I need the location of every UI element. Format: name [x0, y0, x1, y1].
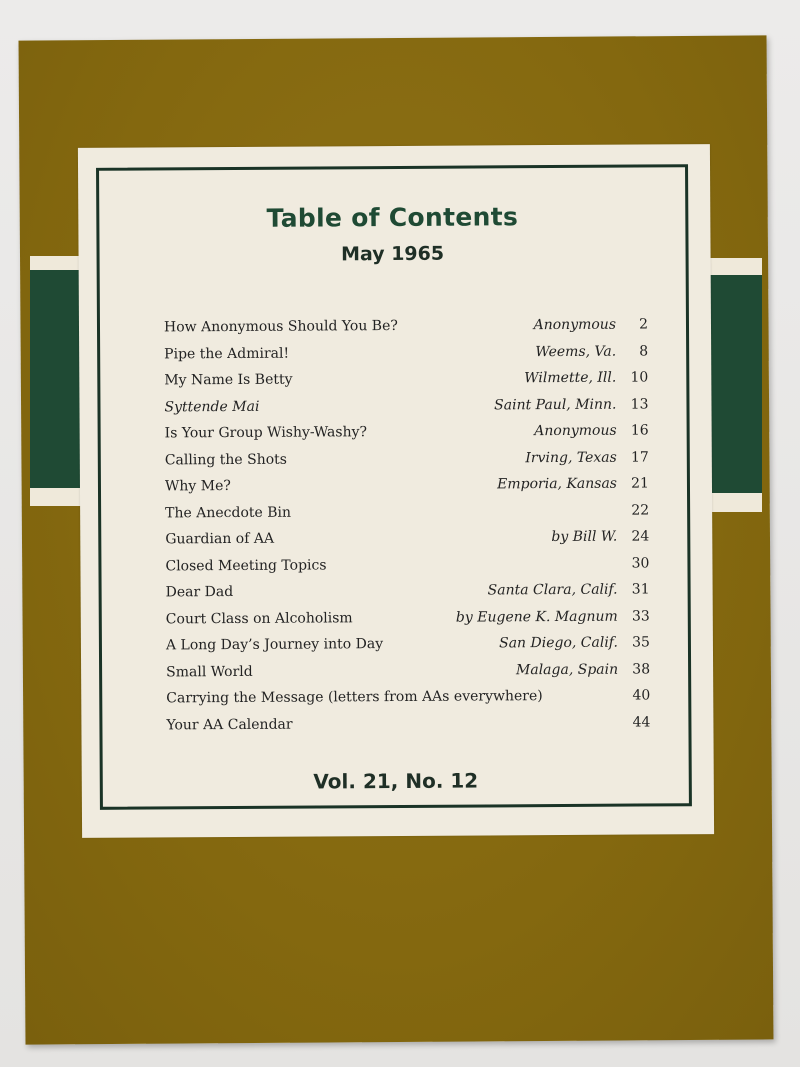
toc-entry — [166, 711, 650, 740]
entry-page: 10 — [630, 369, 649, 386]
entry-title: Syttende Mai — [164, 398, 260, 415]
entry-author: Anonymous — [534, 422, 617, 440]
entry-title: Pipe the Admiral! — [164, 345, 290, 362]
entry-author: Santa Clara, Calif. — [487, 581, 618, 599]
entry-title: Why Me? — [164, 478, 231, 495]
entry-title: Dear Dad — [165, 583, 234, 601]
toc-entry — [164, 393, 648, 422]
entry-author: Weems, Va. — [535, 343, 617, 360]
entry-page: 38 — [632, 660, 651, 678]
entry-page: 40 — [632, 687, 651, 704]
entry-author: Wilmette, Ill. — [524, 369, 617, 387]
entry-page: 44 — [632, 713, 651, 731]
entry-page: 22 — [631, 501, 650, 519]
contents-card — [78, 144, 714, 838]
entry-author: Irving, Texas — [525, 449, 617, 466]
entry-title: A Long Day’s Journey into Day — [165, 636, 384, 654]
contents-frame — [96, 164, 692, 810]
entry-page: 2 — [639, 316, 649, 333]
entry-title: Carrying the Message (letters from AAs everywhere) — [166, 688, 543, 707]
entry-author: San Diego, Calif. — [499, 634, 618, 652]
entry-page: 13 — [630, 395, 649, 413]
toc-entry — [166, 578, 650, 607]
entry-author: Anonymous — [533, 316, 617, 334]
entry-page: 24 — [631, 528, 650, 545]
entry-page: 35 — [632, 634, 650, 651]
toc-entry — [164, 366, 648, 395]
entry-title: Calling the Shots — [164, 451, 288, 468]
entry-page: 31 — [631, 581, 650, 598]
toc-entry — [165, 446, 649, 475]
entry-author: Malaga, Spain — [515, 661, 619, 678]
entry-title: Guardian of AA — [165, 530, 275, 548]
issue-date: May 1965 — [340, 242, 445, 266]
entry-page: 21 — [631, 475, 650, 492]
toc-entry — [165, 499, 649, 528]
toc-entries — [164, 313, 651, 740]
volume-number: Vol. 21, No. 12 — [313, 768, 479, 794]
toc-entry — [166, 631, 650, 660]
toc-title: Table of Contents — [266, 202, 519, 233]
entry-page: 8 — [639, 342, 649, 360]
entry-title: My Name Is Betty — [164, 371, 293, 389]
toc-entry — [164, 313, 648, 342]
toc-entry — [164, 340, 648, 369]
entry-title: Closed Meeting Topics — [165, 556, 327, 574]
toc-entry — [166, 605, 650, 634]
entry-title: Is Your Group Wishy-Washy? — [164, 424, 368, 442]
entry-author: by Bill W. — [551, 528, 618, 546]
toc-entry — [165, 472, 649, 501]
entry-title: Court Class on Alcoholism — [165, 609, 353, 627]
entry-page: 16 — [630, 422, 649, 439]
entry-page: 17 — [630, 448, 649, 466]
toc-entry — [165, 525, 649, 554]
toc-entry — [165, 552, 649, 581]
entry-author: Saint Paul, Minn. — [494, 396, 617, 413]
right-green-band — [704, 275, 762, 493]
toc-entry — [166, 684, 650, 713]
entry-title: The Anecdote Bin — [165, 504, 292, 521]
entry-author: by Eugene K. Magnum — [455, 608, 618, 626]
entry-title: Small World — [166, 663, 253, 680]
toc-entry — [165, 419, 649, 448]
toc-entry — [166, 658, 650, 687]
entry-page: 30 — [631, 554, 650, 572]
entry-title: How Anonymous Should You Be? — [163, 317, 398, 336]
entry-page: 33 — [631, 607, 650, 625]
entry-author: Emporia, Kansas — [497, 475, 618, 493]
entry-title: Your AA Calendar — [166, 716, 293, 733]
